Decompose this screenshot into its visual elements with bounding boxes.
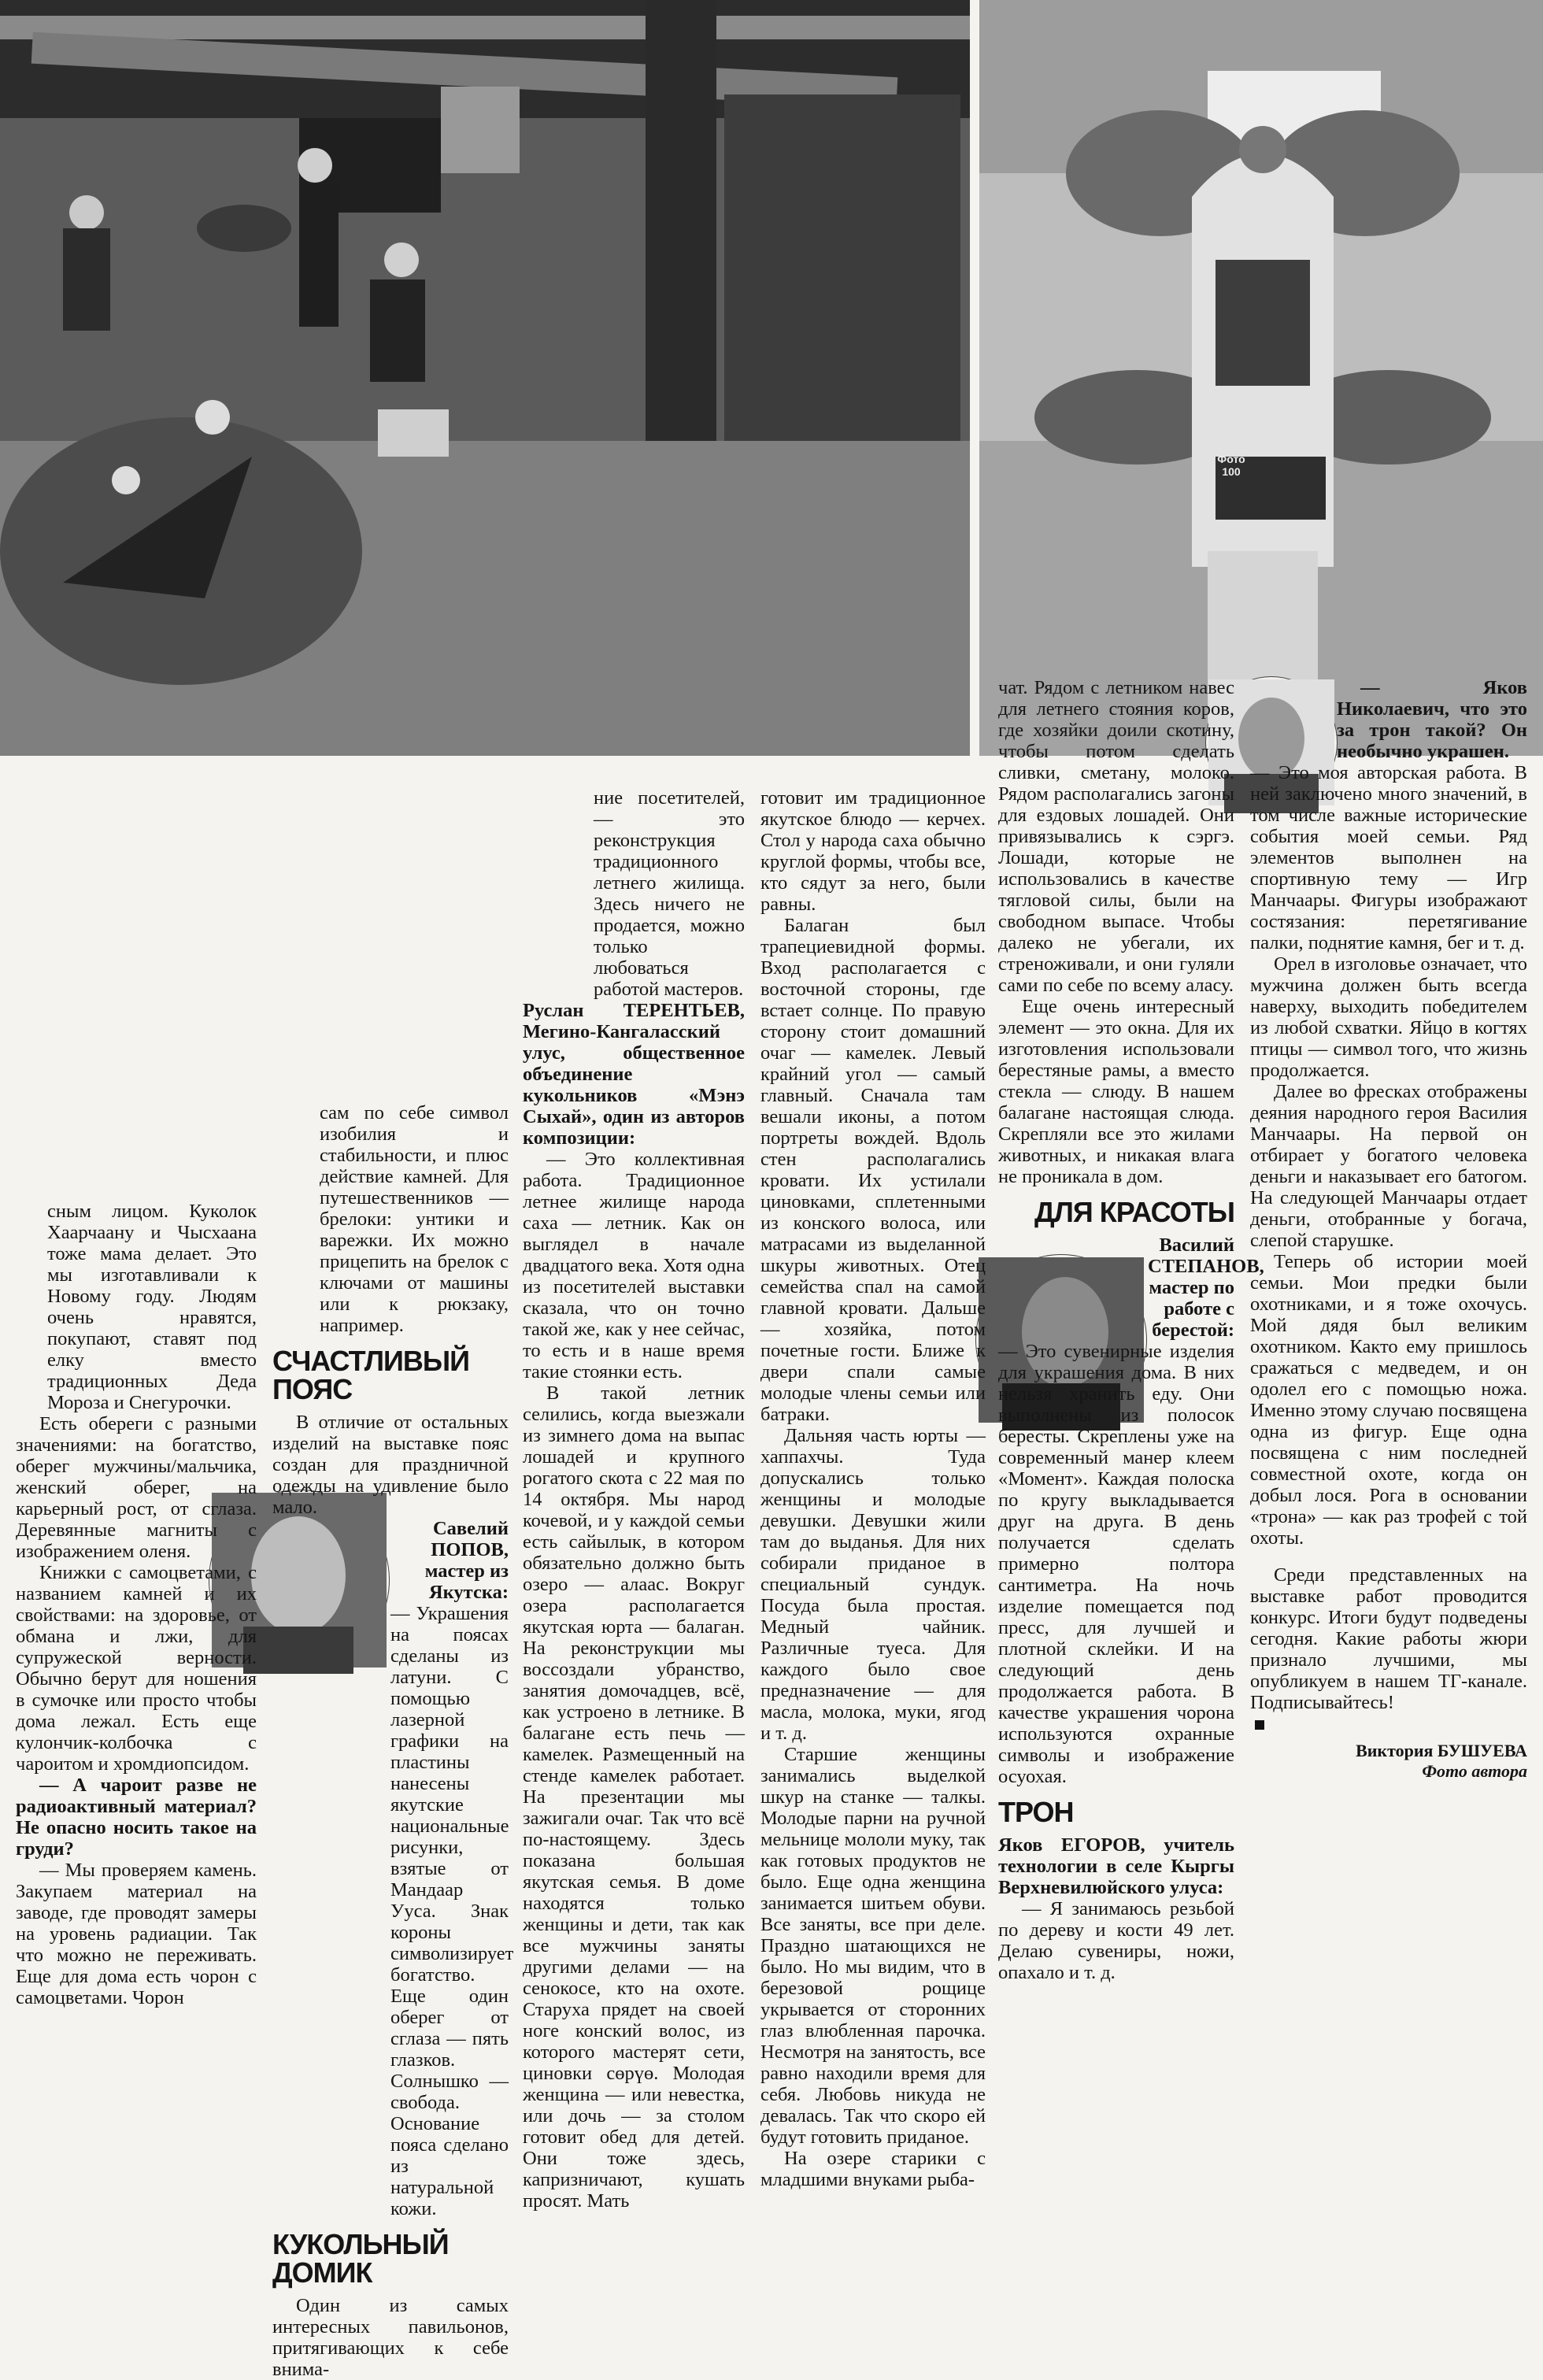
col3-p1: ние посетителей, — это реконструкция традиционного летнего жилища. Здесь ничего не продается, можно только любоваться работой мастеров. <box>594 787 745 1000</box>
col5-p4: — Я занимаюсь резьбой по дереву и кости 49 лет. Делаю сувениры, ножи, опахало и т. д. <box>998 1898 1234 1983</box>
col3-p2: — Это коллективная работа. Традиционное летнее жилище народа саха — летник. Как он выглядел в начале двадцатого века. Хотя одна из посетителей выставки сказала, что он точно такой же, как у нее сейчас, то есть и в наше время такие стоянки есть. <box>523 1149 745 1382</box>
col2-p1: сам по себе символ изобилия и стабильности, и плюс действие камней. Для путешественников — брелоки: унтики и варежки. Их можно прицепить на брелок с ключами от машины или к рюкзаку, например. <box>320 1102 509 1336</box>
author-signature: Виктория БУШУЕВА <box>1356 1741 1527 1760</box>
col1-question: — А чароит разве не радиоактивный материал? Не опасно носить такое на груди? <box>16 1775 257 1860</box>
col5-p3: — Это сувенирные изделия для украшения дома. В них нельзя хранить еду. Они выполнены из полосок бересты. Скреплены уже на современный манер клеем «Момент». Каждая полоска по кругу выкладывается друг на друга. В день получается сделать примерно полтора сантиметра. На ночь изделие помещается под пресс, для лучшей и плотной склейки. И на следующий день продолжается работа. В качестве украшения чорона используются охранные символы и изображение осуохая. <box>998 1341 1234 1787</box>
heading-doll-house: КУКОЛЬНЫЙ ДОМИК <box>272 2228 449 2289</box>
throne-photo <box>979 0 1543 756</box>
col6-p1: — Это моя авторская работа. В ней заключено много значений, в том числе важные исторические события моей семьи. Ряд элементов выполнен на спортивную тему — Игр Манчаары. Фигуры изображают состязания: перетягивание палки, поднятие камня, бег и т. д. <box>1250 762 1527 953</box>
col4-p2: Балаган был трапециевидной формы. Вход располагается с восточной стороны, где встает солнце. По правую сторону стоит домашний очаг — камелек. Левый крайний угол — самый главный. Сначала там вешали иконы, а потом портреты вождей. Вдоль стен располагались кровати. Их устилали циновками, сплетенными из конского волоса, или матрасами из выделанной шкуры животных. Отец семейства спал на самой главной кровати. Дальше — хозяйка, потом почетные гости. Ближе к двери спали самые молодые члены семьи или батраки. <box>760 915 986 1425</box>
col1-p4: — Мы проверяем камень. Закупаем материал на заводе, где проводят замеры на уровень радиации. Так что можно не переживать. Еще для дома есть чорон с самоцветами. Чорон <box>16 1860 257 2008</box>
col6-question: — Яков Николаевич, что это за трон такой? Он необычно украшен. <box>1337 677 1527 762</box>
col4-p4: Старшие женщины занимались выделкой шкур на станке — талкы. Молодые парни на ручной мельнице мололи муку, так как готовых продуктов не было. Еще одна женщина занимается шитьем обуви. Все заняты, все при деле. Праздно шатающихся не было. Но мы видим, что в березовой рощице укрывается от сторонних глаз влюбленная парочка. Несмотря на занятость, все равно находили время для себя. Любовь никуда не девалась. Так что скоро ей будут готовить приданое. <box>760 1744 986 2148</box>
col4-p5: На озере старики с младшими внуками рыба- <box>760 2148 986 2190</box>
col4-p1: готовит им традиционное якутское блюдо — керчех. Стол у народа саха обычно круглой формы, чтобы все, кто сядут за него, были равны. <box>760 787 986 915</box>
col1-p1: сным лицом. Куколок Хаарчаану и Чысхаана тоже мама делает. Это мы изготавливали к Новому году. Людям очень нравятся, покупают, ставят под елку вместо традиционных Деда Мороза и Снегурочки. <box>47 1201 257 1413</box>
col2-p3: — Украшения на поясах сделаны из латуни. С помощью лазерной графики на пластины нанесены якутские национальные рисунки, взятые от Мандаар Ууса. Знак короны символизирует богатство. Еще один оберег от сглаза — пять глазков. Солнышко — свобода. Основание пояса сделано из натуральной кожи. <box>390 1603 514 2219</box>
column-3 <box>523 787 745 2212</box>
col1-p2: Есть обереги с разными значениями: на богатство, оберег мужчины/мальчика, женский оберег, на карьерный рост, от сглаза. Деревянные магниты с изображением оленя. <box>16 1413 257 1562</box>
col6-p3: Далее во фресках отображены деяния народного героя Василия Манчаары. На первой он отбирает у богатого человека деньги и наказывает его батогом. На следующей Манчаары отдает деньги, отобранные у богача, слепой старушке. <box>1250 1081 1527 1251</box>
heading-throne: ТРОН <box>998 1796 1074 1828</box>
col5-byline-egorov: Яков ЕГОРОВ, учитель технологии в селе Кыргы Верхневилюйского улуса: <box>998 1834 1234 1898</box>
col6-p2: Орел в изголовье означает, что мужчина должен быть всегда наверху, выходить победителем из любой схватки. Яйцо в когтях птицы — символ того, что жизнь продолжается. <box>1250 953 1527 1081</box>
col6-p4: Теперь об истории моей семьи. Мои предки были охотниками, и я тоже охочусь. Мой дядя был великим охотником. Както ему пришлось сражаться с медведем, и он одолел его с помощью ножа. Именно этому случаю посвящена одна из фигур. Еще одна посвящена с ним последней совместной охоте, когда он добыл лося. Рога в основании «трона» — как раз трофей с той охоты. <box>1250 1251 1527 1549</box>
col3-byline: Руслан ТЕРЕНТЬЕВ, Мегино-Кангаласский улус, общественное объединение кукольников «Мэнэ Сыхай», один из авторов композиции: <box>523 1000 745 1149</box>
photo-sign-line2: 100 <box>1222 465 1241 478</box>
col5-p2: Еще очень интересный элемент — это окна. Для их изготовления использовали берестяные рамы, а вместо стекла — слюду. В нашем балагане настоящая слюда. Скрепляли все это жилами животных, и никакая влага не проникала в дом. <box>998 996 1234 1187</box>
column-5 <box>998 677 1264 2012</box>
column-2 <box>272 1102 514 2380</box>
photo-sign <box>1208 453 1255 478</box>
column-6 <box>1250 677 1527 2012</box>
doll-house-photo <box>0 0 970 756</box>
heading-lucky-belt: СЧАСТЛИВЫЙ ПОЯС <box>272 1345 469 1405</box>
col2-byline: Савелий ПОПОВ, мастер из Якутска: <box>424 1518 509 1603</box>
photo-credit: Фото автора <box>1422 1761 1527 1781</box>
col2-p4: Один из самых интересных павильонов, притягивающих к себе внима- <box>272 2295 509 2380</box>
col4-p3: Дальняя часть юрты — хаппахчы. Туда допускались только женщины и молодые девушки. Девушки жили там до выданья. Для них собирали приданое в специальный сундук. Посуда была простая. Медный чайник. Различные туеса. Для каждого было свое предназначение — для масла, молока, муки, ягод и т. д. <box>760 1425 986 1744</box>
col5-byline-stepanov: Василий СТЕПАНОВ, мастер по работе с берестой: <box>1148 1234 1264 1341</box>
col3-p3: В такой летник селились, когда выезжали из зимнего дома на выпас лошадей и крупного рогатого скота с 22 мая по 14 октября. Мы народ кочевой, и у каждой семьи есть сайылык, в котором обязательно должно быть озеро — алаас. Вокруг озера располагается якутская юрта — балаган. На реконструкции мы воссоздали убранство, занятия домочадцев, всё, как устроено в летнике. В балагане есть печь — камелек. Размещенный на стенде камелек работает. На презентации мы зажигали очаг. Так что всё по-настоящему. Здесь показана большая якутская семья. В доме находятся только женщины и дети, так как все мужчины заняты другими делами — на сенокосе, кто на охоте. Старуха прядет на своей ноге конский волос, из которого мастерят сети, циновки сөрүө. Молодая женщина — или невестка, или дочь — за столом готовит обед для детей. Они тоже здесь, капризничают, кушать просят. Мать <box>523 1382 745 2212</box>
col1-p3: Книжки с самоцветами, с названием камней и их свойствами: на здоровье, от обмана и лжи, для супружеской верности. Обычно берут для ношения в сумочке или просто чтобы дома лежал. Есть еще кулончик-колбочка с чароитом и хромдиопсидом. <box>16 1562 257 1775</box>
col2-p2: В отличие от остальных изделий на выставке пояс создан для праздничной одежды на удивление было мало. <box>272 1412 509 1518</box>
photo-sign-line1: Фото <box>1217 453 1245 465</box>
col6-p5: Среди представленных на выставке работ проводится конкурс. Итоги будут подведены сегодня. Какие работы жюри признало лучшими, мы опубликуем в нашем ТГ-канале. Подписывайтесь! <box>1250 1564 1527 1713</box>
column-4 <box>760 787 986 2190</box>
heading-for-beauty: ДЛЯ КРАСОТЫ <box>1034 1196 1234 1228</box>
column-1 <box>16 1201 257 2012</box>
col5-p1: чат. Рядом с летником навес для летнего стояния коров, где хозяйки доили скотину, чтобы потом сделать сливки, сметану, молоко. Рядом располагались загоны для ездовых лошадей. Они привязывались к сэргэ. Лошади, которые не использовались в качестве тягловой силы, были на свободном выпасе. Чтобы далеко не убегали, их стреноживали, и они гуляли сами по себе по всему аласу. <box>998 677 1234 996</box>
end-mark <box>1255 1720 1264 1730</box>
